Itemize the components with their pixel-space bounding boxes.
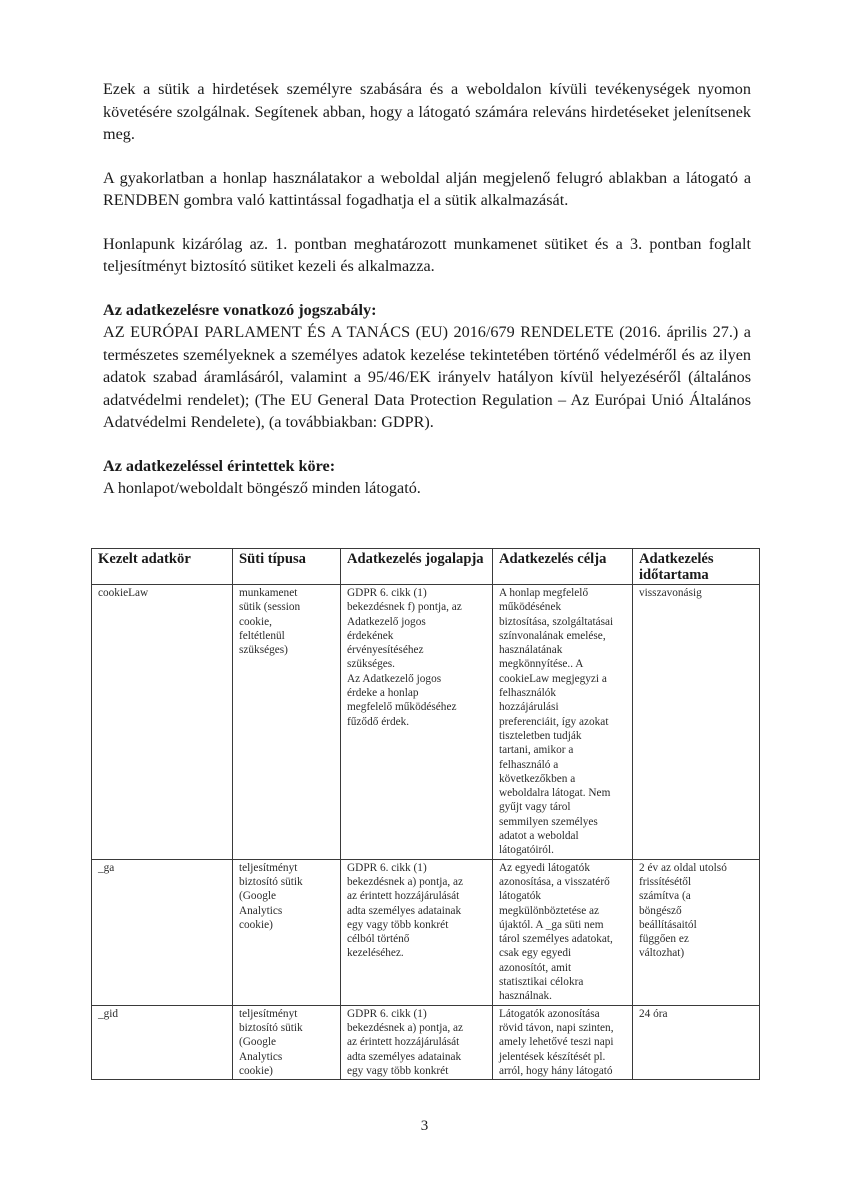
table-cell: GDPR 6. cikk (1) bekezdésnek a) pontja, az az érintett hozzájárulását adta személyes adatainak egy vagy több konkrét — [341, 1005, 493, 1079]
paragraph-ad-cookies: Ezek a sütik a hirdetések személyre szabására és a weboldalon kívüli tevékenységek nyomon követésére szolgálnak. Segítenek abban, hogy a látogató számára releváns hirdetéseket jelenítsenek meg. — [103, 80, 751, 143]
paragraph-consent: A gyakorlatban a honlap használatakor a weboldal alján megjelenő felugró ablakban a látogató a RENDBEN gombra való kattintással fogadhatja el a sütik alkalmazását. — [103, 168, 751, 209]
table-cell: 2 év az oldal utolsó frissítésétől számítva (a böngésző beállításaitól függően ez változhat) — [633, 859, 760, 1005]
table-cell: visszavonásig — [633, 585, 760, 860]
table-cell: _ga — [92, 859, 233, 1005]
affected-section — [103, 455, 751, 500]
affected-heading: Az adatkezeléssel érintettek köre: — [103, 456, 336, 475]
legal-basis-text: AZ EURÓPAI PARLAMENT ÉS A TANÁCS (EU) 2016/679 RENDELETE (2016. április 27.) a természetes személyeknek a személyes adatok kezelése tekintetében történő védelméről és az ilyen adatok szabad áramlásáról, valamint a 95/46/EK irányelv hatályon kívül helyezéséről (általános adatvédelmi rendelet); (The EU General Data Protection Regulation – Az Európai Unió Általános Adatvédelmi Rendelete), (a továbbiakban: GDPR). — [103, 323, 751, 431]
legal-basis-section — [103, 299, 751, 434]
table-header-row — [92, 549, 760, 585]
column-header-cookie-type: Süti típusa — [233, 549, 341, 585]
column-header-legal-basis: Adatkezelés jogalapja — [341, 549, 493, 585]
table-cell: Az egyedi látogatók azonosítása, a visszatérő látogatók megkülönböztetése az újaktól. A _ga süti nem tárol személyes adatokat, csak egy egyedi azonosítót, amit statisztikai célokra használnak. — [493, 859, 633, 1005]
table-cell: teljesítményt biztosító sütik (Google Analytics cookie) — [233, 1005, 341, 1079]
table-cell: GDPR 6. cikk (1) bekezdésnek f) pontja, az Adatkezelő jogos érdekének érvényesítéséhez szükséges. Az Adatkezelő jogos érdeke a honlap megfelelő működéséhez fűződő érdek. — [341, 585, 493, 860]
affected-text: A honlapot/weboldalt böngésző minden látogató. — [103, 479, 421, 497]
table-cell: munkamenet sütik (session cookie, feltétlenül szükséges) — [233, 585, 341, 860]
page-number: 3 — [420, 1118, 429, 1134]
legal-basis-heading: Az adatkezelésre vonatkozó jogszabály: — [103, 300, 377, 319]
table-row — [92, 859, 760, 1005]
table-row — [92, 1005, 760, 1079]
table-cell: teljesítményt biztosító sütik (Google Analytics cookie) — [233, 859, 341, 1005]
cookie-table — [91, 548, 760, 1080]
column-header-data-scope: Kezelt adatkör — [92, 549, 233, 585]
table-cell: cookieLaw — [92, 585, 233, 860]
table-cell: GDPR 6. cikk (1) bekezdésnek a) pontja, az az érintett hozzájárulását adta személyes adatainak egy vagy több konkrét célból történő kezeléséhez. — [341, 859, 493, 1005]
table-row — [92, 585, 760, 860]
paragraph-cookie-usage: Honlapunk kizárólag az. 1. pontban meghatározott munkamenet sütiket és a 3. pontban foglalt teljesítményt biztosító sütiket kezeli és alkalmazza. — [103, 234, 751, 275]
column-header-duration: Adatkezelés időtartama — [633, 549, 760, 585]
document-body — [103, 78, 751, 521]
table-cell: 24 óra — [633, 1005, 760, 1079]
column-header-purpose: Adatkezelés célja — [493, 549, 633, 585]
table-cell: _gid — [92, 1005, 233, 1079]
table-cell: A honlap megfelelő működésének biztosítása, szolgáltatásai színvonalának emelése, használatának megkönnyítése.. A cookieLaw megjegyzi a felhasználók hozzájárulási preferenciáit, így azokat tiszteletben tudják tartani, amikor a felhasználó a következőkben a weboldalra látogat. Nem gyűjt vagy tárol semmilyen személyes adatot a weboldal látogatóiról. — [493, 585, 633, 860]
table-cell: Látogatók azonosítása rövid távon, napi szinten, amely lehetővé teszi napi jelentések készítését pl. arról, hogy hány látogató — [493, 1005, 633, 1079]
